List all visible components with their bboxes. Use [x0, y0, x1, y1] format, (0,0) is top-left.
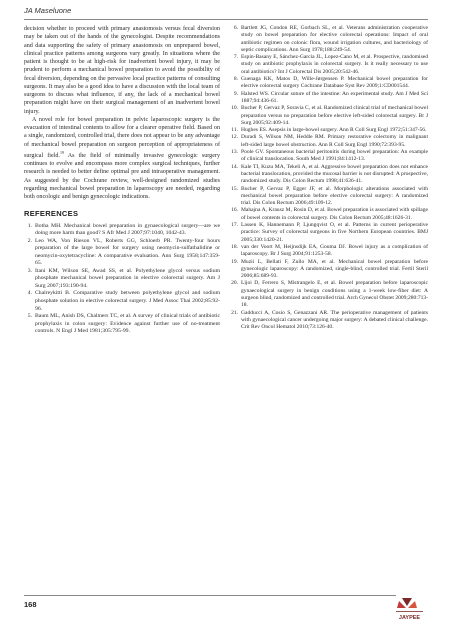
publisher-logo-icon [392, 596, 428, 622]
reference-item [24, 268, 220, 291]
reference-item [24, 290, 220, 313]
reference-item [229, 25, 428, 54]
references-heading: REFERENCES [24, 209, 79, 219]
reference-number: 15. [231, 185, 238, 192]
body-paragraph-text: A novel role for bowel preparation in pelvic laparoscopic surgery is the evacuation of intestinal contents to allow for a clearer operative field. Based on a single, randomized, controlled trial, there does not appear to be any advantage of mechanical bowel preparation on surgeon perception of appropriateness of surgical field. [24, 116, 220, 159]
reference-text: Chalreykitti B. Comparative study between polyethylene glycol and sodium phosphate solution in elective colorectal surgery. J Med Assoc Thai 2002;85:92-96. [35, 290, 220, 312]
reference-text: Botha MH. Mechanical bowel preparation in gynaecological surgery—are we doing more harm than good? S Afr Med J 2007;97:1040, 1042-43. [35, 222, 220, 237]
reference-number: 21. [231, 309, 238, 316]
reference-item [229, 207, 428, 222]
reference-number: 11. [231, 127, 238, 134]
reference-item [229, 164, 428, 186]
reference-item [229, 244, 428, 259]
reference-item [229, 91, 428, 106]
reference-number: 2. [27, 237, 32, 244]
reference-text: Lassen K, Hannemann P, Ljungqvist O, et al. Patterns in current perioperative practice: Survey of colorectal surgeons in five Northern European countries. BMJ 2005;330:1420-21. [241, 222, 428, 243]
reference-item [229, 105, 428, 127]
reference-number: 1. [27, 222, 32, 229]
reference-number: 17. [231, 222, 238, 229]
reference-text: Halsted WS. Circular suture of the intestine: An experimental study. Am J Med Sci 1887;94:436-61. [241, 90, 428, 104]
reference-text: Lijoi D, Ferrero S, Mistrangelo E, et al. Bowel preparation before laparoscopic gynaecological surgery in benign conditions using a 1-week low-fiber diet: A surgeon blind, randomized and controlled trial. Arch Gynecol Obstet 2009;280:713-18. [241, 280, 428, 309]
reference-number: 19. [231, 258, 238, 265]
reference-text: Gadducci A, Cosio S, Genazzani AR. The perioperative management of patients with gynaecological cancer undergoing major surgery: A debated clinical challenge. Crit Rev Oncol Hematol 2010;73:126-40. [241, 309, 428, 331]
reference-text: van der Voort M, Heijnsdijk EA, Gouma DJ. Bowel injury as a complication of laparoscopy. Br J Surg 2004;91:1253-58. [241, 243, 428, 258]
reference-number: 18. [231, 243, 238, 250]
reference-number: 6. [233, 25, 238, 31]
reference-item [229, 134, 428, 149]
publisher-logo-graphic [392, 596, 428, 622]
reference-text: Muzii L, Bellati F, Zullo MA, et al. Mechanical bowel preparation before gynecologic laparoscopy: A randomized, single-blind, controlled trial. Fertil Steril 2006;85:689-93. [241, 258, 428, 280]
reference-number: 3. [27, 267, 32, 274]
left-column [24, 25, 220, 336]
running-header-author: JA Maseluone [24, 6, 72, 15]
reference-item [24, 238, 220, 268]
reference-number: 13. [231, 149, 238, 156]
reference-number: 4. [27, 290, 32, 297]
reference-item [229, 186, 428, 208]
reference-text: Guenaga KK, Matos D, Wille-Jørgensen P. Mechanical bowel preparation for elective colorectal surgery Cochrane Database Syst Rev 2009;1:CD001544. [241, 76, 428, 90]
reference-item [229, 149, 428, 164]
body-paragraph-text: As the field of minimally invasive gynecologic surgery continues to evolve and encompass more complex surgical techniques, further research is needed to better define optimal pre and intraoperative management. As suggested by the Cochrane review, well-designed randomized studies regarding mechanical bowel preparation in laparoscopy are needed, regarding both oncologic and benign gynecologic indications. [24, 152, 220, 201]
reference-text: Bucher P, Gervaz P, Egger JF, et al. Morphologic alterations associated with mechanical bowel preparation before elective colorectal surgery: A randomized trial. Dis Colon Rectum 2006;49:109-12. [241, 185, 428, 207]
reference-text: Poole GV. Spontaneous bacterial peritonitis during bowel preparation: An example of clinical translocation. South Med J 1991;84:1412-13. [241, 149, 428, 163]
reference-text: Baum ML, Anish DS, Chalmers TC, et al. A survey of clinical trials of antibiotic prophylaxis in colon surgery: Evidence against further use of no-treatment controls. N Engl J Med 1981;305:795-99. [35, 313, 220, 335]
reference-number: 9. [233, 90, 238, 97]
reference-number: 5. [27, 313, 32, 320]
reference-item [229, 222, 428, 244]
footer-rule [24, 595, 396, 596]
reference-number: 14. [231, 163, 238, 170]
reference-text: Itani KM, Wilson SE, Awad SS, et al. Polyethylene glycol versus sodium phosphate mechanical bowel preparation in elective colorectal surgery. Am J Surg 2007;193:190-94. [35, 267, 220, 289]
reference-text: Hughes ES. Asepsis in large-bowel surgery. Ann R Coll Surg Engl 1972;51:347-56. [241, 127, 427, 134]
reference-item [229, 280, 428, 309]
reference-number: 8. [233, 76, 238, 83]
reference-text: Kale TI, Kuzu MA, Tekeli A, et al. Aggressive bowel preparation does not enhance bacterial translocation, provided the mucosal barrier is not disrupted: A prospective, randomized study. Dis Colon Rectum 1998;41:636-41. [241, 163, 428, 185]
reference-text: Espin-Basany E, Sánchez-Garcia JL, Lopez-Cano M, et al. Prospective, randomised study on antibiotic prophylaxis in colorectal surgery. Is it really necessary to use oral antibiotics? Int J Colorectal Dis 2005;20:542-46. [241, 54, 428, 75]
reference-list-left [24, 223, 220, 336]
body-paragraph: decision whether to proceed with primary anastomosis versus fecal diversion may be taken out of the hands of the gynecologist. Despite recommendations and data supporting the safety of primary anastomosis on unprepared bowel, clinical practice patterns among surgeons vary greatly. In situations where the patient is thought to be at high-risk for inadvertent bowel injury, it may be prudent to perform a mechanical bowel preparation to avoid the possibility of fecal diversion, depending on the pervasive local practice patterns of consulting surgeons. It may also be a good idea to have a discussion with the local team of surgeons to discuss what influence, if any, the lack of a mechanical bowel preparation might have on their surgical management of an inadvertent bowel injury. [24, 26, 220, 115]
reference-item [229, 127, 428, 134]
reference-number: 7. [233, 54, 238, 61]
svg-text:JAYPEE: JAYPEE [398, 615, 421, 621]
reference-number: 20. [231, 280, 238, 287]
reference-item [229, 259, 428, 281]
reference-text: Duradi S, Wilson NM, Heddle RM. Primary restorative colectomy in malignant left-sided large bowel obstruction. Ann R Coll Surg Engl 1990;72:393-95. [241, 134, 428, 148]
reference-item [229, 76, 428, 91]
reference-item [24, 223, 220, 238]
body-paragraph [24, 116, 220, 202]
citation-superscript: 19 [59, 149, 64, 155]
reference-text: Mahajna A, Krausz M, Rosin D, et al. Bowel preparation is associated with spillage of bowel contents in colorectal surgery. Dis Colon Rectum 2005;48:1626-31. [241, 207, 428, 221]
reference-number: 16. [231, 207, 238, 214]
page-number: 168 [24, 600, 37, 609]
right-column [229, 25, 428, 331]
reference-number: 12. [231, 134, 238, 141]
reference-item [24, 313, 220, 336]
reference-text: Leo WA, Von Rieson VL, Roberts GG, Schloerb PR. Twenty-four hours preparation of the large bowel for surgery using neomycin-sulfathalidine or neomycin-oxytetracycline: A comparative evaluation. Ann Surg 1958;147:359-65. [35, 237, 220, 267]
reference-text: Bartlett JG, Condon RE, Gorbach SL, et al. Veterans administration cooperative study on bowel preparation for elective colorectal operations: Impact of oral antibiotic regimen on colonic flora, wound irrigation cultures, and bacteriology of septic complications. Ann Surg 1978;188:249-54. [241, 25, 428, 53]
reference-item [229, 310, 428, 332]
reference-text: Bucher P, Gervaz P, Soravia C, et al. Randomized clinical trial of mechanical bowel preparation versus no preparation before elective left-sided colorectal surgery. Br J Surg 2005;92:409-14. [241, 105, 428, 126]
reference-number: 10. [231, 105, 238, 112]
reference-list-right [229, 25, 428, 331]
header-rule [24, 19, 428, 20]
reference-item [229, 54, 428, 76]
